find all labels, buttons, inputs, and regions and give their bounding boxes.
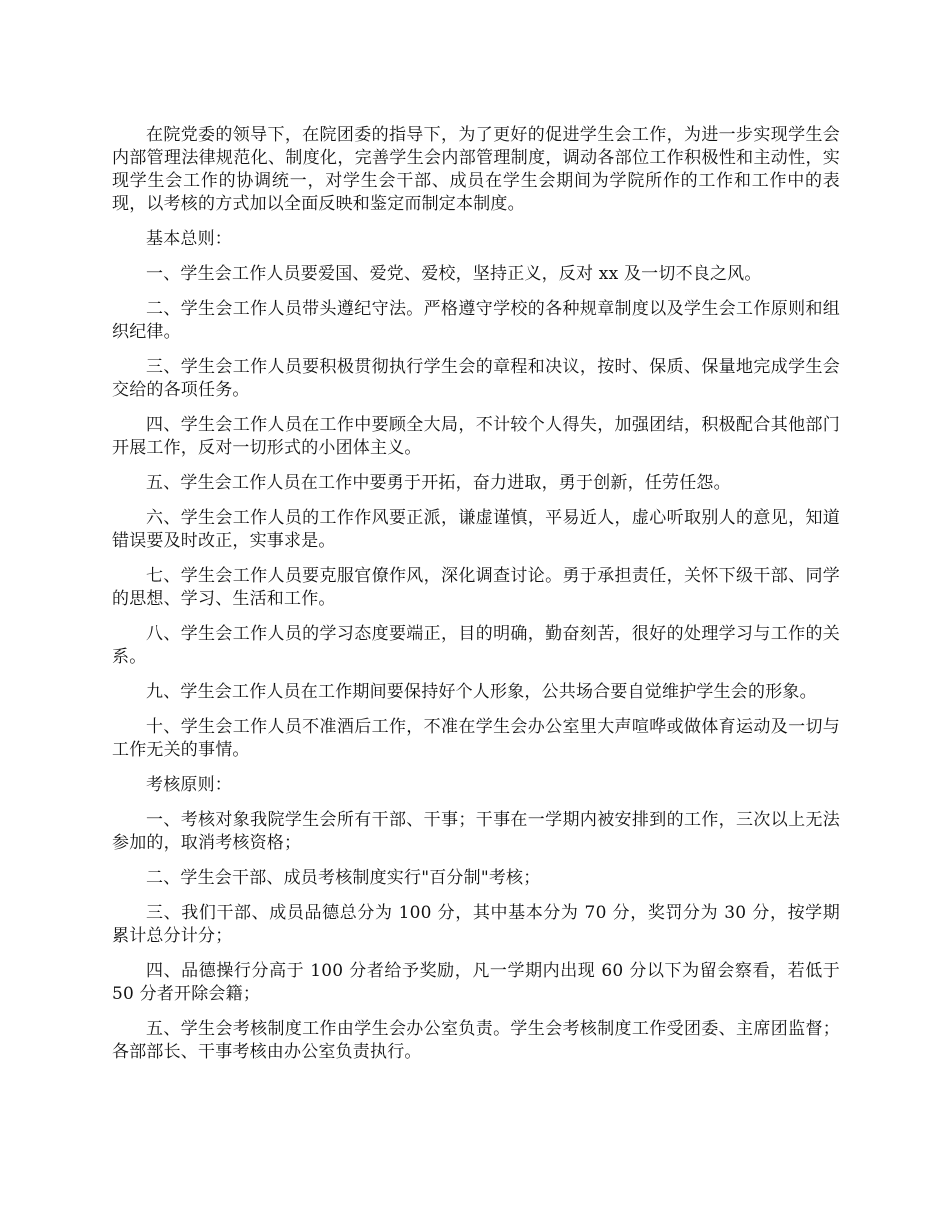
- basic-rule-4: 四、学生会工作人员在工作中要顾全大局，不计较个人得失，加强团结，积极配合其他部门开展工作，反对一切形式的小团体主义。: [112, 415, 840, 458]
- section-heading-basic-rules: 基本总则：: [146, 229, 232, 249]
- basic-rule-8: 八、学生会工作人员的学习态度要端正，目的明确，勤奋刻苦，很好的处理学习与工作的关系。: [112, 624, 840, 667]
- assessment-principle-1: 一、考核对象我院学生会所有干部、干事；干事在一学期内被安排到的工作，三次以上无法参加的，取消考核资格；: [112, 810, 840, 853]
- assessment-principle-4: 四、品德操行分高于 100 分者给予奖励，凡一学期内出现 60 分以下为留会察看，若低于 50 分者开除会籍；: [112, 961, 840, 1004]
- assessment-principle-3: 三、我们干部、成员品德总分为 100 分，其中基本分为 70 分，奖罚分为 30 分，按学期累计总分计分；: [112, 903, 840, 946]
- basic-rule-6: 六、学生会工作人员的工作作风要正派，谦虚谨慎，平易近人，虚心听取别人的意见，知道错误要及时改正，实事求是。: [112, 508, 840, 551]
- basic-rule-9: 九、学生会工作人员在工作期间要保持好个人形象，公共场合要自觉维护学生会的形象。: [146, 682, 817, 702]
- basic-rule-1: 一、学生会工作人员要爱国、爱党、爱校，坚持正义，反对 xx 及一切不良之风。: [146, 264, 762, 284]
- basic-rule-2: 二、学生会工作人员带头遵纪守法。严格遵守学校的各种规章制度以及学生会工作原则和组织纪律。: [112, 299, 840, 342]
- basic-rule-10: 十、学生会工作人员不准酒后工作，不准在学生会办公室里大声喧哗或做体育运动及一切与工作无关的事情。: [112, 717, 840, 760]
- basic-rule-7: 七、学生会工作人员要克服官僚作风，深化调查讨论。勇于承担责任，关怀下级干部、同学的思想、学习、生活和工作。: [112, 566, 840, 609]
- section-heading-assessment-principles: 考核原则：: [146, 775, 232, 795]
- intro-paragraph: 在院党委的领导下，在院团委的指导下，为了更好的促进学生会工作，为进一步实现学生会内部管理法律规范化、制度化，完善学生会内部管理制度，调动各部位工作积极性和主动性，实现学生会工作的协调统一，对学生会干部、成员在学生会期间为学院所作的工作和工作中的表现，以考核的方式加以全面反映和鉴定而制定本制度。: [112, 125, 840, 214]
- assessment-principle-5: 五、学生会考核制度工作由学生会办公室负责。学生会考核制度工作受团委、主席团监督；各部部长、干事考核由办公室负责执行。: [112, 1019, 840, 1062]
- assessment-principle-2: 二、学生会干部、成员考核制度实行"百分制"考核；: [146, 868, 541, 888]
- basic-rule-3: 三、学生会工作人员要积极贯彻执行学生会的章程和决议，按时、保质、保量地完成学生会交给的各项任务。: [112, 357, 840, 400]
- document-body: [112, 124, 840, 1076]
- basic-rule-5: 五、学生会工作人员在工作中要勇于开拓，奋力进取，勇于创新，任劳任怨。: [146, 473, 731, 493]
